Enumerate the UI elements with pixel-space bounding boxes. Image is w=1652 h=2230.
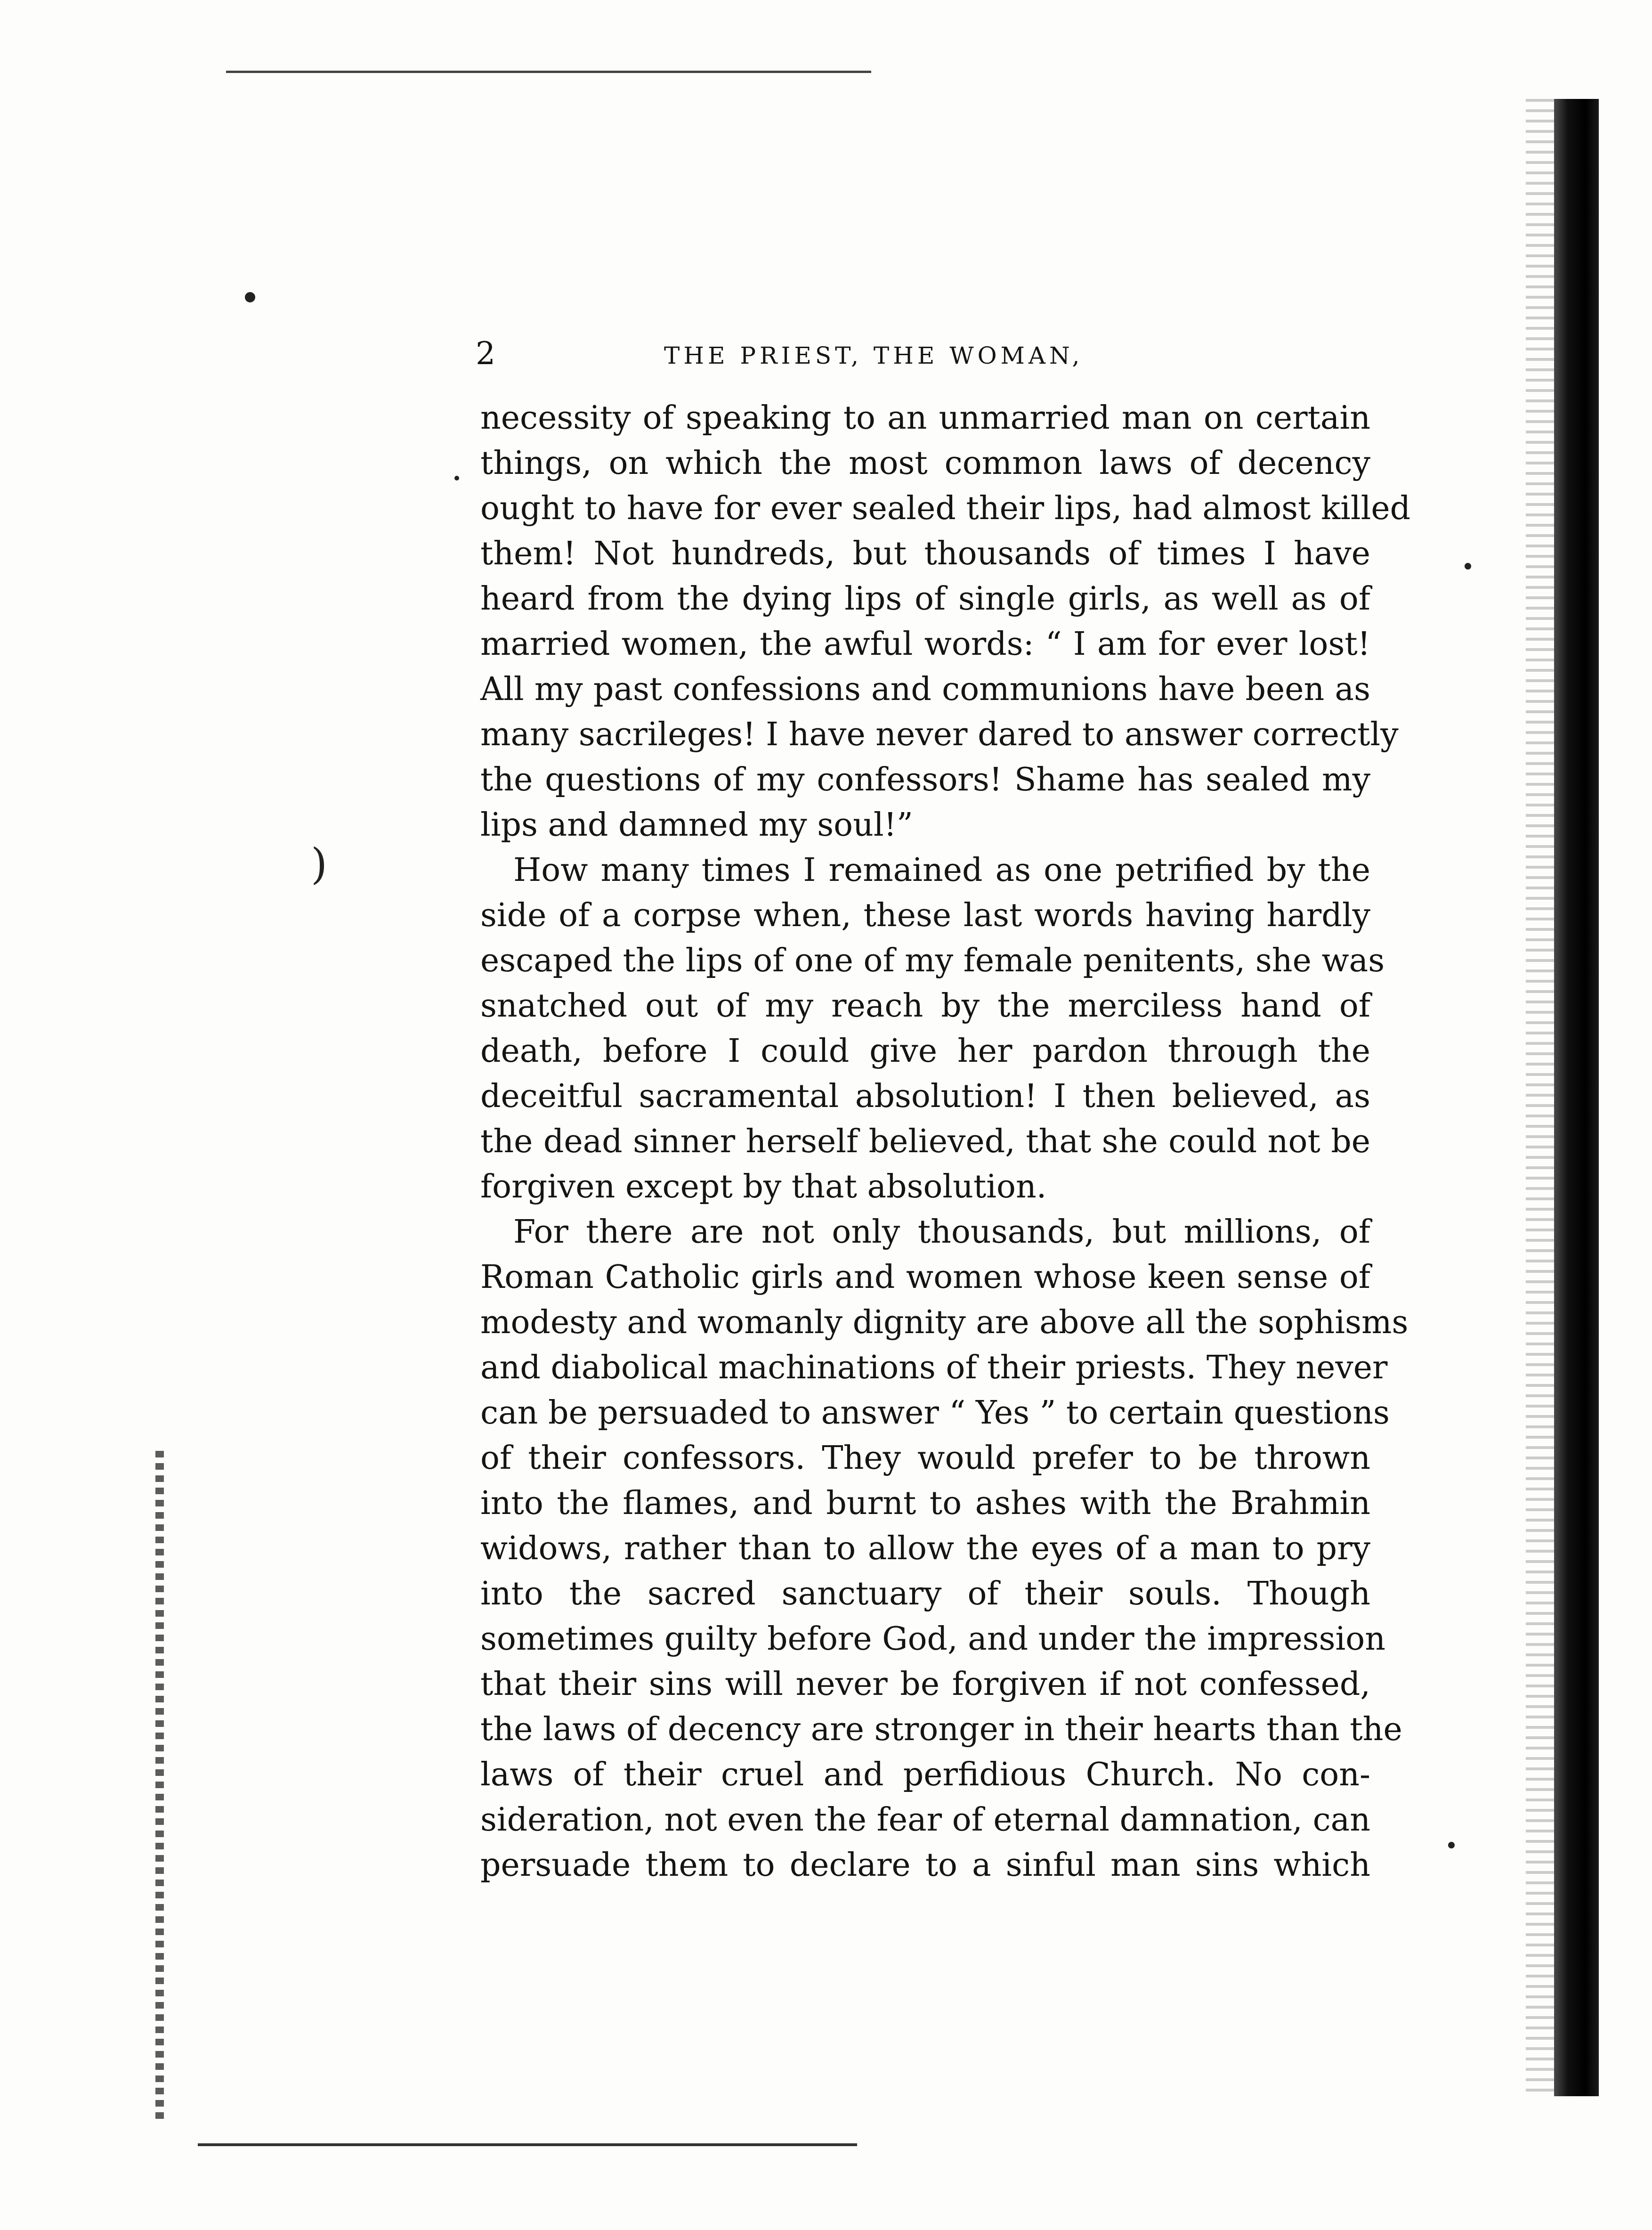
text-line: heard from the dying lips of single girls, as well as of xyxy=(480,580,1370,618)
text-line: ought to have for ever sealed their lips, had almost killed xyxy=(480,490,1411,527)
text-line: many sacrileges! I have never dared to answer correctly xyxy=(480,716,1399,753)
ink-speck xyxy=(1448,1842,1455,1848)
margin-tick-mark: ) xyxy=(311,839,328,889)
binding-shadow-right xyxy=(1554,99,1599,2096)
ink-speck xyxy=(1465,563,1471,570)
text-line: necessity of speaking to an unmarried man on certain xyxy=(480,399,1370,437)
top-scan-rule xyxy=(226,71,871,73)
paragraph-2 xyxy=(480,848,1385,1210)
ink-speck xyxy=(454,476,459,480)
text-line: sometimes guilty before God, and under the impression xyxy=(480,1620,1386,1658)
paragraph-3 xyxy=(480,1210,1409,1888)
running-head-title: THE PRIEST, THE WOMAN, xyxy=(664,342,1084,369)
page-number: 2 xyxy=(476,335,495,372)
text-line: All my past confessions and communions have been as xyxy=(480,671,1370,708)
text-line: sideration, not even the fear of eternal damnation, can xyxy=(480,1801,1370,1839)
text-line: them! Not hundreds, but thousands of times I have xyxy=(480,535,1370,572)
text-line: that their sins will never be forgiven if not confessed, xyxy=(480,1666,1370,1703)
text-line: the questions of my confessors! Shame has sealed my xyxy=(480,761,1370,798)
text-line: deceitful sacramental absolution! I then believed, as xyxy=(480,1078,1370,1115)
text-line: Roman Catholic girls and women whose keen sense of xyxy=(480,1259,1370,1296)
text-line: things, on which the most common laws of decency xyxy=(480,445,1370,482)
text-line: can be persuaded to answer “ Yes ” to certain questions xyxy=(480,1394,1390,1432)
text-line: the dead sinner herself believed, that she could not be xyxy=(480,1123,1370,1160)
text-line: death, before I could give her pardon through the xyxy=(480,1033,1370,1070)
text-line: into the flames, and burnt to ashes with the Brahmin xyxy=(480,1485,1370,1522)
text-line: escaped the lips of one of my female penitents, she was xyxy=(480,942,1385,979)
text-line: married women, the awful words: “ I am for ever lost! xyxy=(480,626,1370,663)
bottom-scan-rule xyxy=(198,2143,857,2146)
text-line: modesty and womanly dignity are above all the sophisms xyxy=(480,1304,1409,1341)
scan-noise-left xyxy=(155,1451,164,2120)
text-line: laws of their cruel and perfidious Church. No con- xyxy=(480,1756,1370,1793)
binding-noise-right xyxy=(1526,99,1554,2096)
text-line: into the sacred sanctuary of their souls. Though xyxy=(480,1575,1370,1612)
paragraph-1 xyxy=(480,396,1411,848)
text-line: How many times I remained as one petrified by the xyxy=(513,852,1370,889)
text-line: side of a corpse when, these last words having hardly xyxy=(480,897,1370,934)
text-line: forgiven except by that absolution. xyxy=(480,1168,1047,1205)
body-text xyxy=(480,396,1411,1888)
ink-speck xyxy=(245,292,255,302)
text-line: snatched out of my reach by the merciless hand of xyxy=(480,987,1370,1025)
text-line: and diabolical machinations of their priests. They never xyxy=(480,1349,1388,1386)
text-line: For there are not only thousands, but millions, of xyxy=(513,1213,1370,1251)
text-line: lips and damned my soul!” xyxy=(480,806,913,844)
text-line: of their confessors. They would prefer to be thrown xyxy=(480,1440,1370,1477)
text-line: persuade them to declare to a sinful man sins which xyxy=(480,1847,1370,1884)
text-line: widows, rather than to allow the eyes of a man to pry xyxy=(480,1530,1370,1567)
text-line: the laws of decency are stronger in their hearts than the xyxy=(480,1711,1402,1748)
